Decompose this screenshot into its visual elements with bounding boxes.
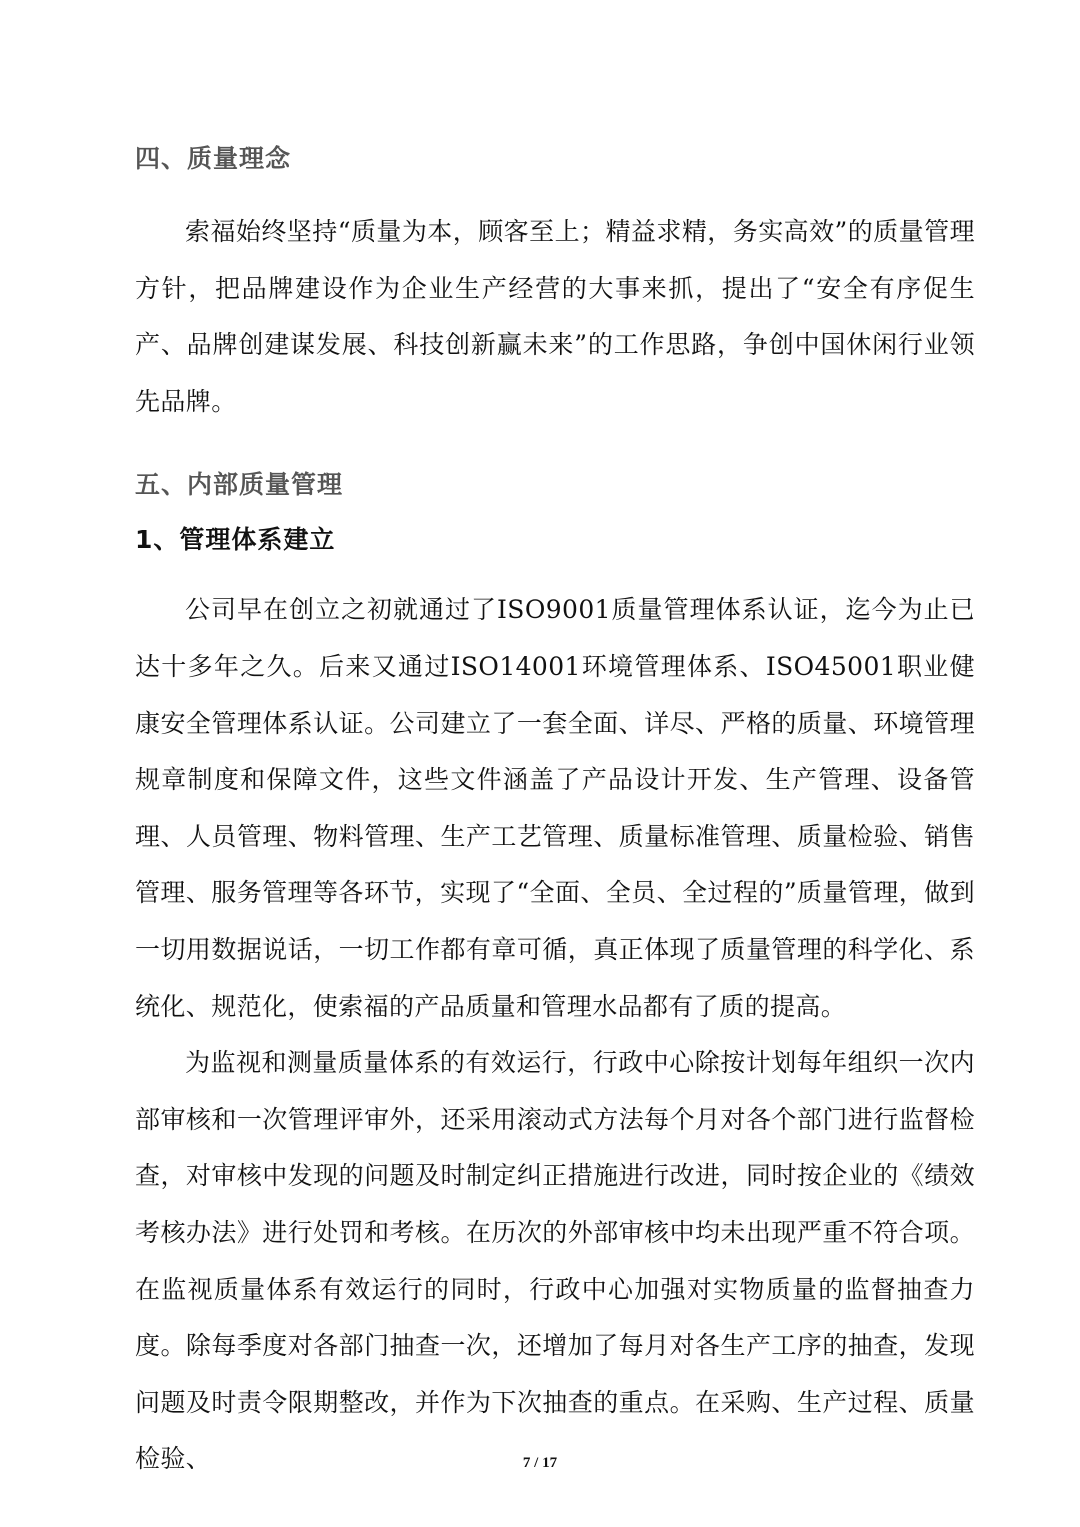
section-5-heading: 五、内部质量管理 [135,470,344,500]
subsection-1-paragraph-1: 公司早在创立之初就通过了ISO9001质量管理体系认证，迄今为止已达十多年之久。后来又通过ISO14001环境管理体系、ISO45001职业健康安全管理体系认证。公司建立了一套全面、详尽、严格的质量、环境管理规章制度和保障文件，这些文件涵盖了产品设计开发、生产管理、设备管理、人员管理、物料管理、生产工艺管理、质量标准管理、质量检验、销售管理、服务管理等各环节，实现了“全面、全员、全过程的”质量管理，做到一切用数据说话，一切工作都有章可循，真正体现了质量管理的科学化、系统化、规范化，使索福的产品质量和管理水品都有了质的提高。 [135,595,975,1021]
section-4-heading: 四、质量理念 [135,144,292,173]
subsection-1-heading: 1、管理体系建立 [135,525,336,555]
subsection-1-paragraph-2: 为监视和测量质量体系的有效运行，行政中心除按计划每年组织一次内部审核和一次管理评审外，还采用滚动式方法每个月对各个部门进行监督检查，对审核中发现的问题及时制定纠正措施进行改进，同时按企业的《绩效考核办法》进行处罚和考核。在历次的外部审核中均未出现严重不符合项。在监视质量体系有效运行的同时，行政中心加强对实物质量的监督抽查力度。除每季度对各部门抽查一次，还增加了每月对各生产工序的抽查，发现问题及时责令限期整改，并作为下次抽查的重点。在采购、生产过程、质量检验、 [135,1048,975,1474]
document-body [135,138,975,1488]
section-4-paragraph: 索福始终坚持“质量为本，顾客至上；精益求精，务实高效”的质量管理方针，把品牌建设作为企业生产经营的大事来抓，提出了“安全有序促生产、品牌创建谋发展、科技创新赢未来”的工作思路，争创中国休闲行业领先品牌。 [135,217,975,416]
page-number: 7 / 17 [522,1455,558,1471]
